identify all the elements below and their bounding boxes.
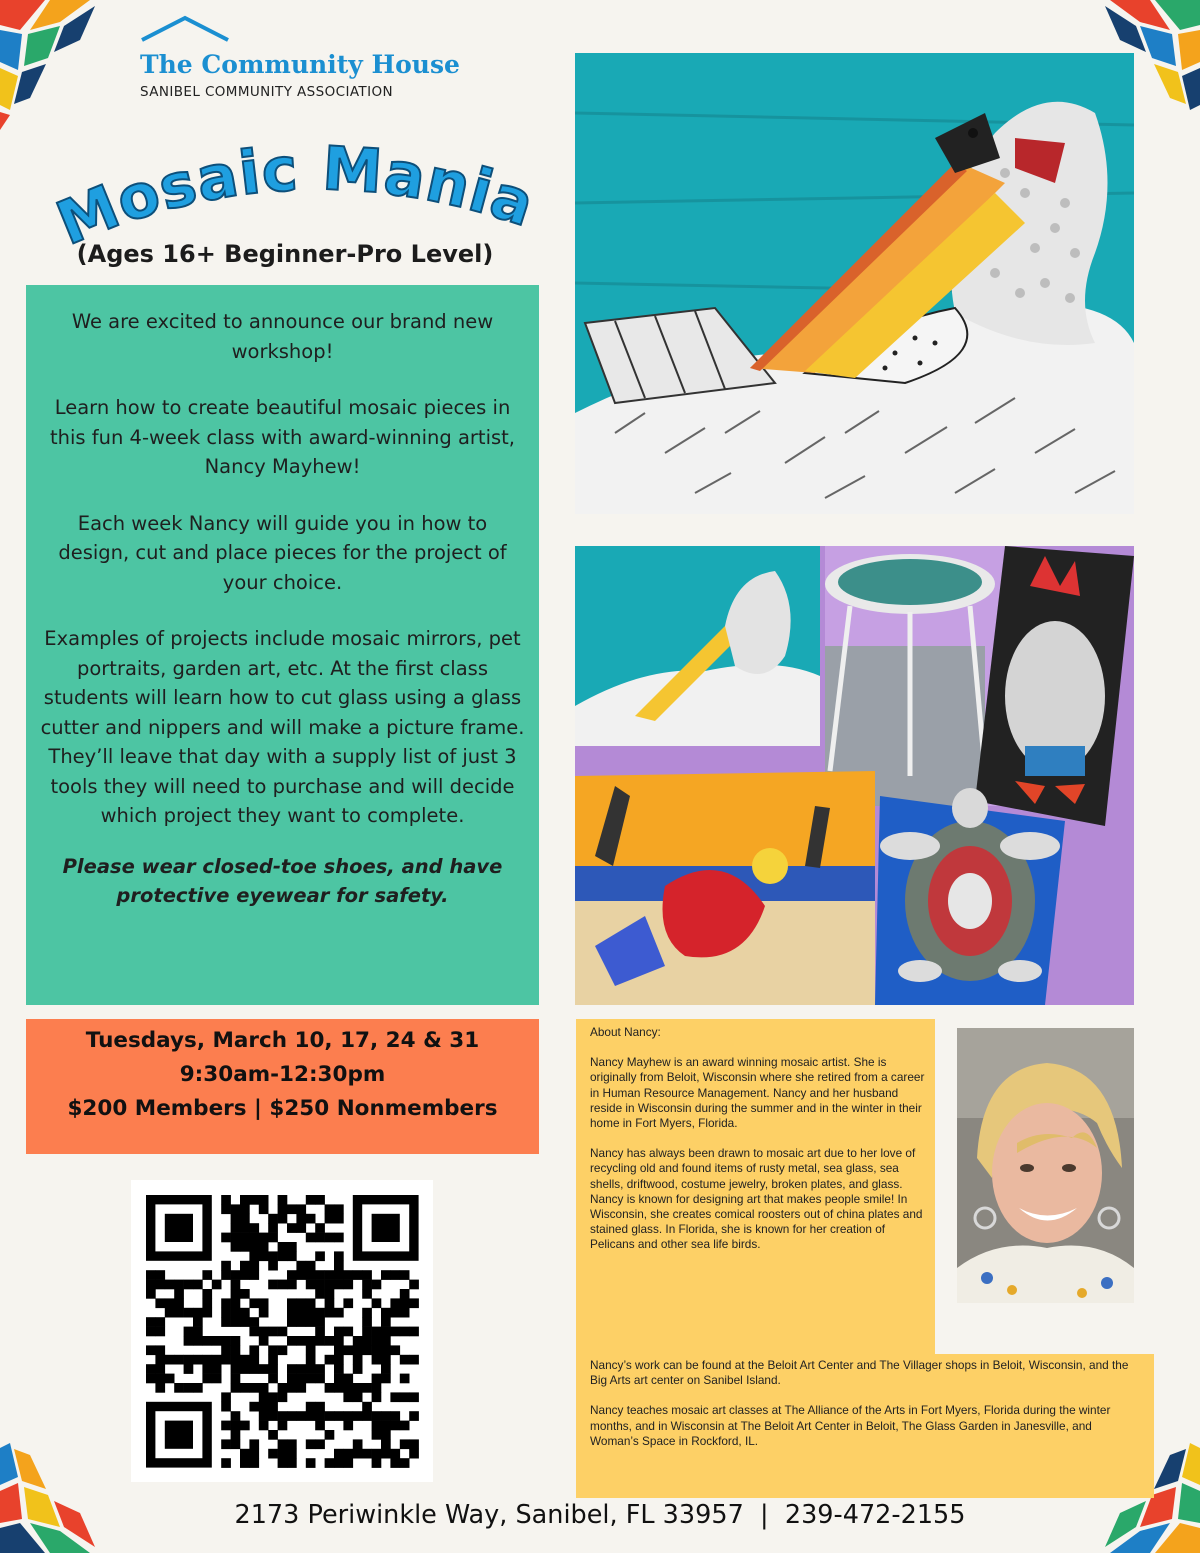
mosaic-collage-photo [575,546,1134,1005]
about-text [590,1025,925,1268]
schedule-time: 9:30am-12:30pm [179,1062,386,1087]
about-bio-4: Nancy teaches mosaic art classes at The Alliance of the Arts in Fort Myers, Florida during the winter months, and in Wisconsin at The Beloit Art Center in Beloit, The Glass Garden in Janesville, and Woman’s Space in Rockford, IL. [590,1403,1111,1448]
schedule-dates: Tuesdays, March 10, 17, 24 & 31 [85,1028,480,1053]
headline-text: Mosaic Mania [47,133,543,250]
headline [30,100,550,250]
schedule-price: $200 Members | $250 Nonmembers [67,1096,498,1121]
about-bio-3: Nancy’s work can be found at the Beloit Art Center and The Villager shops in Beloit, Wisconsin, and the Big Arts art center on Sanibel Island. [590,1358,1129,1388]
footer-address: 2173 Periwinkle Way, Sanibel, FL 33957 [234,1500,744,1530]
logo-title: The Community House [140,50,460,79]
schedule-box [26,1019,539,1154]
qr-code-image [131,1180,433,1482]
description-box [26,285,539,1005]
ages-subtitle: (Ages 16+ Beginner-Pro Level) [76,240,494,268]
logo-subtitle: SANIBEL COMMUNITY ASSOCIATION [140,84,393,100]
pelican-mosaic-photo [575,53,1134,514]
learn-paragraph: Learn how to create beautiful mosaic pieces in this fun 4-week class with award-winning artist, Nancy Mayhew! [49,396,516,478]
safety-note: Please wear closed-toe shoes, and have protective eyewear for safety. [62,854,503,907]
about-bio-2: Nancy has always been drawn to mosaic art due to her love of recycling old and found items of rusty metal, sea glass, sea shells, driftwood, costume jewelry, broken plates, and glass. Nancy is known for designing art that makes people smile! In Wisconsin, she creates comical roosters out of china plates and stained glass. In Florida, she is known for her creation of Pelicans and other sea life birds. [590,1146,923,1252]
footer-separator: | [760,1500,769,1530]
intro-paragraph: We are excited to announce our brand new workshop! [71,310,494,363]
examples-paragraph: Examples of projects include mosaic mirrors, pet portraits, garden art, etc. At the first class students will learn how to cut glass using a glass cutter and nippers and will make a picture frame. They’ll leave that day with a supply list of just 3 tools they will need to purchase and will decide which project they want to complete. [40,627,525,827]
nancy-mayhew-portrait [957,1028,1134,1303]
qr-code[interactable] [131,1180,433,1482]
about-bio-1: Nancy Mayhew is an award winning mosaic artist. She is originally from Beloit, Wisconsin where she retired from a career in Human Resource Management. Nancy and her husband reside in Wisconsin during the summer and in the winter in their home in Fort Myers, Florida. [590,1055,925,1131]
guide-paragraph: Each week Nancy will guide you in how to design, cut and place pieces for the project of your choice. [58,511,507,594]
about-heading: About Nancy: [590,1025,661,1039]
about-text-lower [590,1358,1135,1464]
corner-mosaic-bottom-left [0,1423,130,1553]
footer [0,1500,1200,1530]
svg-text:Mosaic Mania [48,134,543,250]
house-roof-icon [138,14,232,44]
footer-phone: 239-472-2155 [784,1500,966,1530]
